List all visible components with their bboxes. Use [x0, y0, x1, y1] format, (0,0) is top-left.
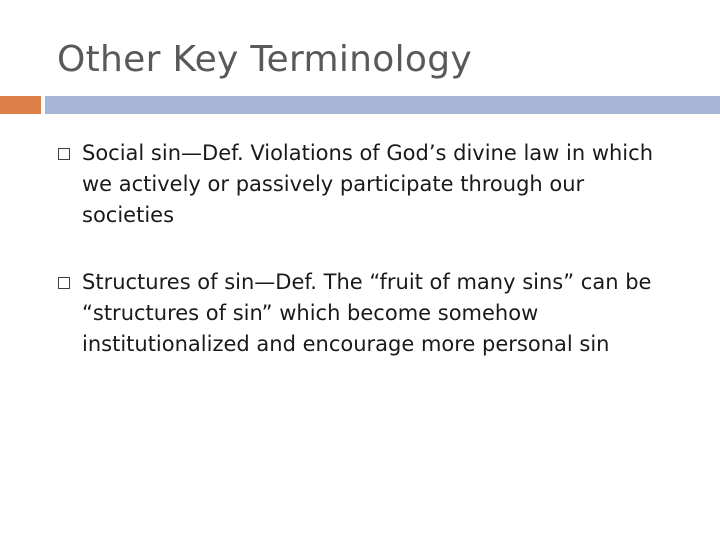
bullet-item-social-sin	[52, 138, 672, 231]
square-bullet-icon	[58, 277, 70, 289]
accent-bar-orange	[0, 96, 41, 114]
slide-title: Other Key Terminology	[57, 39, 472, 80]
bullet-item-structures-of-sin	[52, 267, 672, 360]
accent-bar-blue	[45, 96, 720, 114]
bullet-list	[52, 138, 672, 396]
square-bullet-icon	[58, 148, 70, 160]
bullet-text: Social sin—Def. Violations of God’s divine law in which we actively or passively participate through our societies	[82, 141, 653, 227]
bullet-text: Structures of sin—Def. The “fruit of many sins” can be “structures of sin” which become somehow institutionalized and encourage more personal sin	[82, 270, 652, 356]
